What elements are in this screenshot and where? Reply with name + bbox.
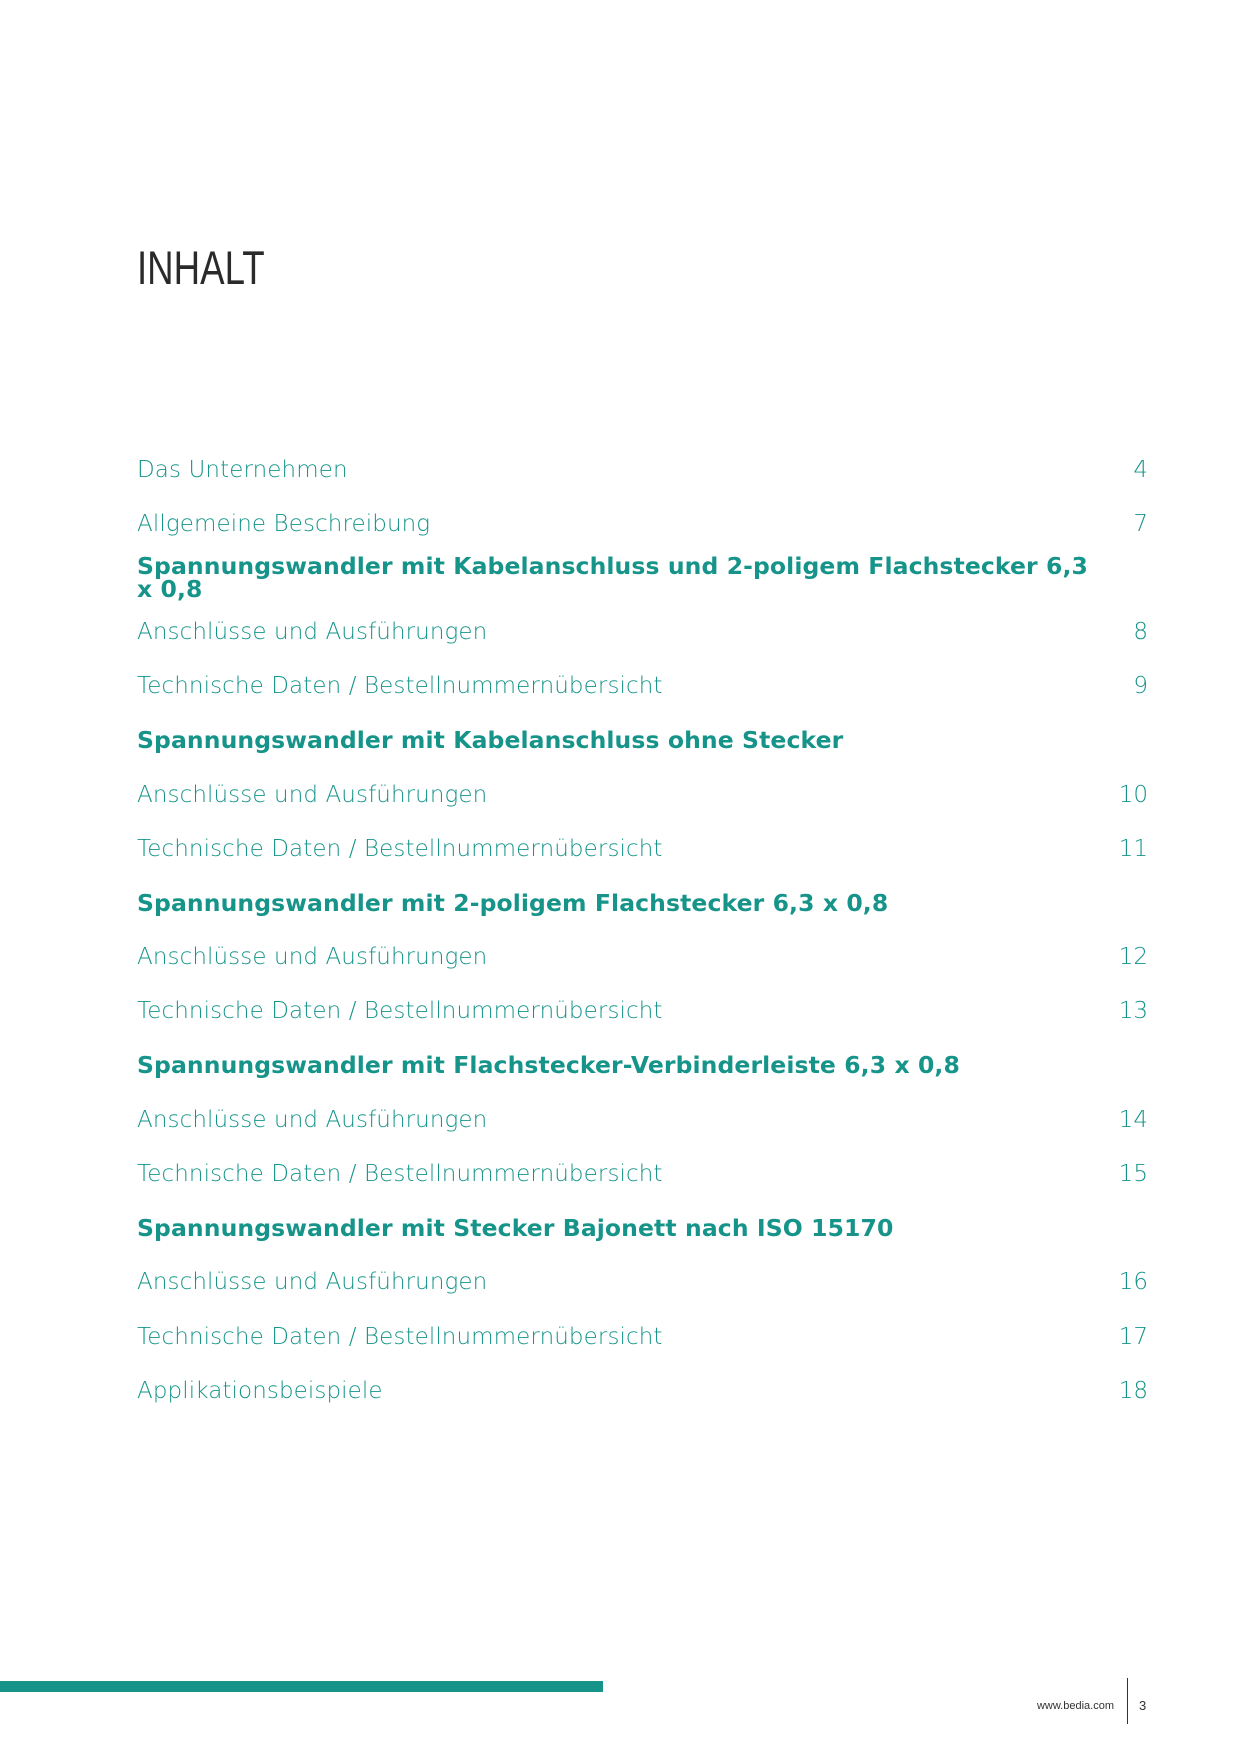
toc-section-heading — [137, 877, 1148, 931]
toc-page-number: 4 — [1133, 456, 1148, 483]
footer-divider — [1127, 1678, 1128, 1724]
toc-entry[interactable] — [137, 497, 1148, 551]
toc-section-heading — [137, 551, 1148, 605]
footer-page-number: 3 — [1139, 1698, 1147, 1713]
toc-label: Anschlüsse und Ausführungen — [137, 944, 488, 971]
toc-entry[interactable] — [137, 768, 1148, 822]
toc-page-number: 8 — [1133, 619, 1148, 646]
toc-entry[interactable] — [137, 1364, 1148, 1418]
toc-section-heading — [137, 1039, 1148, 1093]
toc-page-number: 12 — [1118, 944, 1148, 971]
toc-entry[interactable] — [137, 1310, 1148, 1364]
toc-page-number: 16 — [1118, 1269, 1148, 1296]
table-of-contents — [137, 443, 1148, 1418]
toc-entry[interactable] — [137, 1147, 1148, 1201]
toc-label: Technische Daten / Bestellnummernübersicht — [137, 835, 663, 862]
toc-page-number: 14 — [1118, 1106, 1148, 1133]
toc-page-number: 18 — [1118, 1377, 1148, 1404]
toc-entry[interactable] — [137, 985, 1148, 1039]
toc-section-heading — [137, 1202, 1148, 1256]
toc-label: Spannungswandler mit Stecker Bajonett nach ISO 15170 — [137, 1213, 894, 1242]
toc-entry[interactable] — [137, 1093, 1148, 1147]
toc-label: Spannungswandler mit 2-poligem Flachstecker 6,3 x 0,8 — [137, 888, 889, 917]
toc-label: Allgemeine Beschreibung — [137, 510, 431, 537]
toc-label: Technische Daten / Bestellnummernübersicht — [137, 1323, 663, 1350]
toc-page-number: 9 — [1133, 673, 1148, 700]
toc-label: Anschlüsse und Ausführungen — [137, 1269, 488, 1296]
toc-entry[interactable] — [137, 931, 1148, 985]
toc-label: Das Unternehmen — [137, 456, 348, 483]
toc-label: Technische Daten / Bestellnummernübersicht — [137, 1161, 663, 1188]
toc-page-number: 13 — [1118, 998, 1148, 1025]
toc-page-number: 11 — [1118, 835, 1148, 862]
toc-entry[interactable] — [137, 443, 1148, 497]
toc-entry[interactable] — [137, 822, 1148, 876]
toc-label: Technische Daten / Bestellnummernübersicht — [137, 998, 663, 1025]
toc-page-number: 17 — [1118, 1323, 1148, 1350]
toc-page-number: 7 — [1133, 510, 1148, 537]
toc-section-heading — [137, 714, 1148, 768]
footer-url[interactable]: www.bedia.com — [1036, 1700, 1114, 1712]
toc-label: Applikationsbeispiele — [137, 1377, 383, 1404]
toc-label: Spannungswandler mit Kabelanschluss ohne Stecker — [137, 726, 844, 755]
toc-label: Spannungswandler mit Flachstecker-Verbinderleiste 6,3 x 0,8 — [137, 1051, 960, 1080]
toc-label: Anschlüsse und Ausführungen — [137, 1106, 488, 1133]
toc-label: Technische Daten / Bestellnummernübersicht — [137, 673, 663, 700]
toc-entry[interactable] — [137, 660, 1148, 714]
toc-label: Anschlüsse und Ausführungen — [137, 781, 488, 808]
page-title: INHALT — [137, 241, 265, 294]
toc-page-number: 10 — [1118, 781, 1148, 808]
toc-label: Spannungswandler mit Kabelanschluss und 2-poligem Flachstecker 6,3 x 0,8 — [137, 551, 1088, 604]
toc-entry[interactable] — [137, 1256, 1148, 1310]
footer-accent-bar — [0, 1681, 603, 1692]
toc-entry[interactable] — [137, 606, 1148, 660]
toc-page-number: 15 — [1118, 1161, 1148, 1188]
toc-label: Anschlüsse und Ausführungen — [137, 619, 488, 646]
